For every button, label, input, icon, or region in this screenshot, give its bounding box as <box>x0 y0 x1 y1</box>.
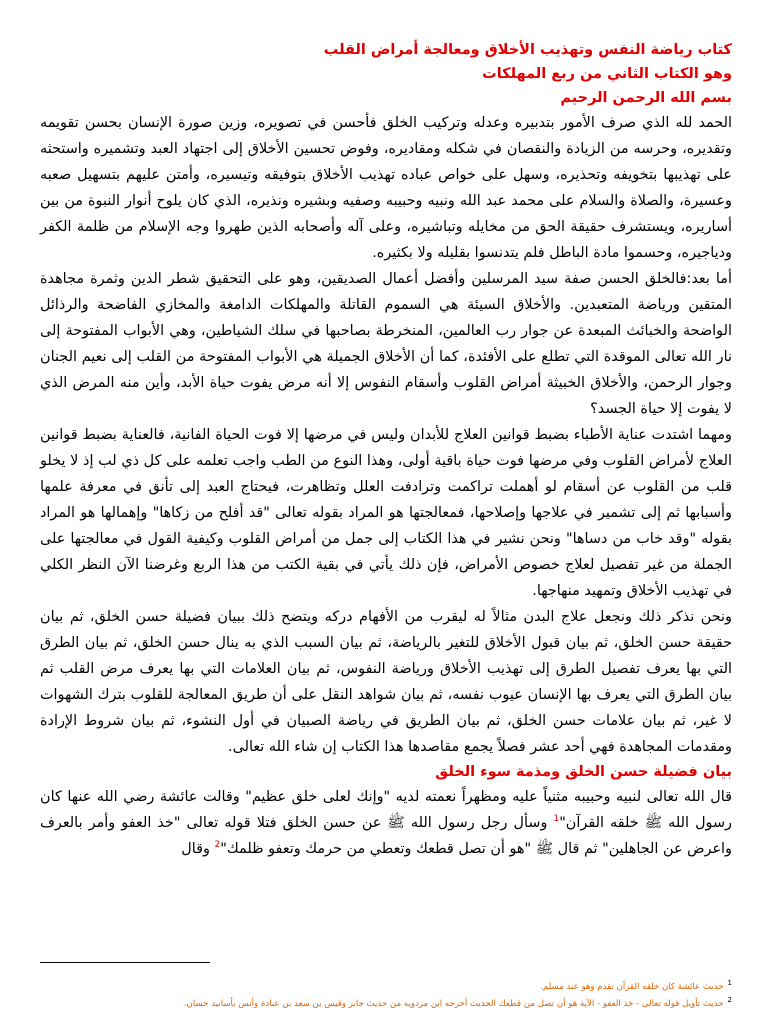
footnote-2-number: 2 <box>727 995 732 1004</box>
footnote-ref-2[interactable]: 2 <box>214 840 221 851</box>
document-title-line2: وهو الكتاب الثاني من ربع المهلكات <box>482 66 732 82</box>
paragraph-medicine-analogy: ومهما اشتدت عناية الأطباء بضبط قوانين العلاج للأبدان وليس في مرضها إلا فوت الحياة الفانية، فالعناية بضبط قوانين العلاج لأمراض القلوب وفي مرضها فوت حياة باقية أولى، وهذا النوع من الطب واجب تعلمه على كل ذي لب إذ لا يخلو قلب من القلوب عن أسقام لو أهملت تراكمت وترادفت العلل وتظاهرت، فيحتاج العبد إلى تأنق في معرفة علمها وأسبابها ثم إلى تشمير في علاجها وإصلاحها، فمعالجتها هو المراد بقوله تعالى "قد أفلح من زكاها" وإهمالها هو المراد بقوله "وقد خاب من دساها" ونحن نشير في هذا الكتاب إلى جمل من أمراض القلوب وكيفية القول في معالجتها على الجملة من غير تفصيل لعلاج خصوص الأمراض، فإن ذلك يأتي في بقية الكتب من هذا الربع وغرضنا الآن النظر الكلي في تهذيب الأخلاق وتمهيد منهاجها. <box>40 427 732 599</box>
footnotes-area <box>40 962 732 1011</box>
document-title-line1: كتاب رياضة النفس وتهذيب الأخلاق ومعالجة أمراض القلب <box>323 42 732 58</box>
footnote-ref-1[interactable]: 1 <box>553 814 560 825</box>
paragraph-amma-baad: أما بعد:فالخلق الحسن صفة سيد المرسلين وأفضل أعمال الصديقين، وهو على التحقيق شطر الدين وثمرة مجاهدة المتقين ورياضة المتعبدين. والأخلاق السيئة هي السموم القاتلة والمهلكات الدامغة والمخازي الفاضحة والرذائل الواضحة والخبائث المبعدة عن جوار رب العالمين، المنخرطة بصاحبها في سلك الشياطين، وهي الأبواب المفتوحة إلى نار الله تعالى الموقدة التي تطلع على الأفئدة، كما أن الأخلاق الجميلة هي الأبواب المفتوحة من القلب إلى نعيم الجنان وجوار الرحمن، والأخلاق الخبيثة أمراض القلوب وأسقام النفوس إلا أنه مرض يفوت حياة الأبد، وأين منه المرض الذي لا يفوت إلا حياة الجسد؟ <box>40 271 732 417</box>
footnote-1-number: 1 <box>727 979 732 987</box>
footnote-separator <box>40 962 210 963</box>
paragraph-chapter-outline: ونحن نذكر ذلك ونجعل علاج البدن مثالاً له ليقرب من الأفهام دركه ويتضح ذلك ببيان فضيلة حسن الخلق، ثم بيان حقيقة حسن الخلق، ثم بيان قبول الأخلاق للتغير بالرياضة، ثم بيان السبب الذي به ينال حسن الخلق، ثم بيان الطرق التي بها يعرف تفصيل الطرق إلى تهذيب الأخلاق ورياضة النفوس، ثم بيان العلامات التي بها يعرف مرض القلب ثم بيان الطرق التي يعرف بها الإنسان عيوب نفسه، ثم بيان شواهد النقل على أن طريق المعالجة للقلوب بترك الشهوات لا غير، ثم بيان علامات حسن الخلق، ثم بيان الطريق في رياضة الصبيان في أول النشوء، ثم بيان شروط الإرادة ومقدمات المجاهدة فهي أحد عشر فصلاً يجمع مقاصدها هذا الكتاب إن شاء الله تعالى. <box>40 609 732 755</box>
paragraph-good-character-part1: قال الله تعالى لنبيه وحبيبه مثنياً عليه ومظهراً نعمته لديه "وإنك لعلى خلق عظيم" وقالت عائشة رضي الله عنها كان رسول الله ﷺ خلقه القرآن" <box>40 789 732 831</box>
paragraph-intro: الحمد لله الذي صرف الأمور بتدبيره وعدله وتركيب الخلق فأحسن في تصويره، وزين صورة الإنسان بحسن تقويمه وتقديره، وحرسه من الزيادة والنقصان في شكله ومقاديره، وفوض تحسين الأخلاق إلى اجتهاد العبد وتشميره واستحثه على تهذيبها بتخويفه وتحذيره، وسهل على خواص عباده تهذيب الأخلاق بتوفيقه وتيسيره، وأمتن عليهم بتسهيل صعبه وعسيرة، والصلاة والسلام على محمد عبد الله ونبيه وحبيبه وصفيه وبشيره ونذيره، الذي كان يلوح أنوار النبوة من بين أساريره، ويستشرف حقيقة الحق من مخايله وتباشيره، وعلى آله وأصحابه الذين طهروا وجه الإسلام من ظلمة الكفر ودياجيره، وحسموا مادة الباطل فلم يتدنسوا بقليله ولا بكثيره. <box>40 115 732 261</box>
basmala-line: بسم الله الرحمن الرحيم <box>560 90 732 106</box>
paragraph-good-character-part2: وسأل رجل رسول الله ﷺ عن حسن الخلق فتلا قوله تعالى "خذ العفو وأمر بالعرف واعرض عن الجاهلين" ثم قال ﷺ "هو أن تصل قطعك وتعطي من حرمك وتعفو ظلمك" <box>40 815 732 857</box>
footnote-1 <box>40 977 732 994</box>
paragraph-good-character-part3: وقال <box>181 841 215 857</box>
footnote-1-text: حديث عائشة كان خلقه القرآن تقدم وهو عند مسلم. <box>540 981 724 992</box>
footnote-2 <box>40 994 732 1011</box>
paragraph-good-character <box>40 784 732 862</box>
section-heading: بيان فضيلة حسن الخلق ومذمة سوء الخلق <box>435 764 732 780</box>
footnote-2-text: حديث تأويل قوله تعالى - خذ العفو - الآية هو أن تصل من قطعك الحديث أخرجه ابن مردويه من حديث جابر وقيس بن سعد بن عبادة وأنس بأسانيد حسان. <box>183 998 724 1009</box>
